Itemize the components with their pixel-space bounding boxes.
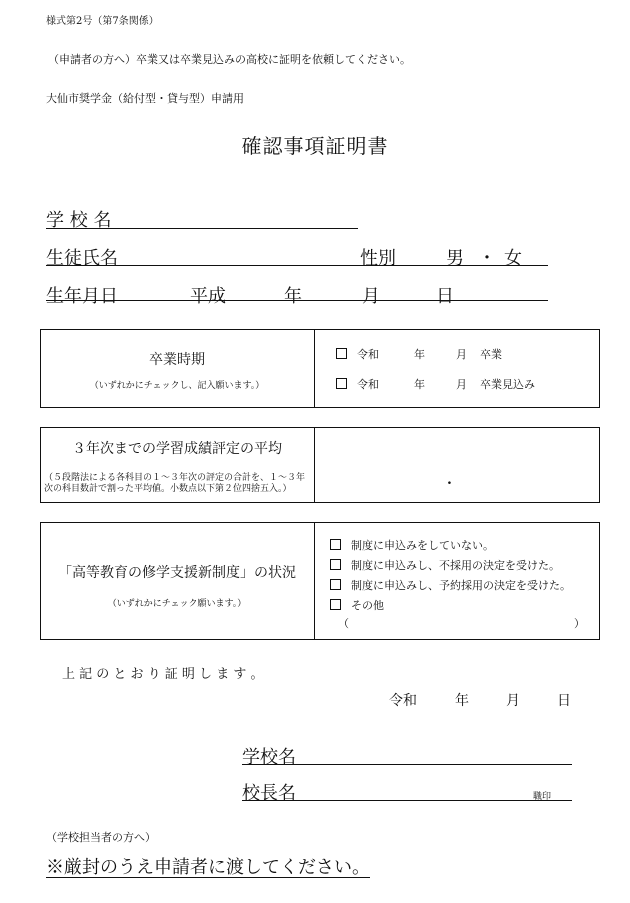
birthdate-label: 生年月日 [46,286,118,307]
option-era: 令和 [357,348,379,361]
option-text: 制度に申込みをしていない。 [351,539,494,552]
graduation-note: （いずれかにチェックし、記入願います。） [89,381,265,391]
other-paren-close: ） [574,617,585,630]
support-system-label: 「高等教育の修学支援新制度」の状況 [58,565,296,581]
option-2-year: 年 [414,378,425,391]
graduation-option-1[interactable] [336,346,379,362]
support-system-divider [314,522,315,640]
sealed-notice: ※厳封のうえ申請者に渡してください。 [46,857,370,878]
to-school-staff: （学校担当者の方へ） [46,831,156,844]
student-name-line[interactable] [46,265,548,266]
principal-line[interactable] [242,800,572,801]
support-option-1[interactable] [330,537,494,553]
checkbox-icon[interactable] [330,599,341,610]
option-text: その他 [351,599,384,612]
certification-statement: 上 記 の と お り 証 明 し ま す 。 [62,667,264,682]
grade-average-note [44,473,305,495]
grade-note-line-2: 次の科目数計で割った平均値。小数点以下第２位四捨五入。） [44,484,292,494]
option-1-status: 卒業 [480,348,502,361]
other-paren-open: （ [338,617,349,630]
application-for: 大仙市奨学金（給付型・貸与型）申請用 [46,92,244,105]
grade-average-value-field[interactable]: . [447,472,452,488]
cert-era: 令和 [389,693,417,709]
checkbox-icon[interactable] [336,378,347,389]
option-1-year: 年 [414,348,425,361]
school-name-label: 学 校 名 [46,210,112,231]
cert-day-unit: 日 [557,693,571,709]
cert-month-unit: 月 [506,693,520,709]
option-text: 制度に申込みし、予約採用の決定を受けた。 [351,579,571,592]
gender-label: 性別 [360,248,396,269]
school-name-line[interactable] [46,228,358,229]
official-seal: 職印 [533,792,552,802]
birth-day-unit: 日 [436,286,454,307]
birth-year-unit: 年 [284,286,302,307]
option-2-status: 卒業見込み [480,378,535,391]
gender-female[interactable]: 女 [504,248,522,269]
grade-average-label: ３年次までの学習成績評定の平均 [72,441,282,457]
birthdate-line[interactable] [46,300,548,301]
checkbox-icon[interactable] [330,579,341,590]
principal-label: 校長名 [242,783,296,804]
birth-era: 平成 [190,286,226,307]
checkbox-icon[interactable] [336,348,347,359]
gender-separator: ・ [478,248,496,269]
sign-school-line[interactable] [242,764,572,765]
graduation-divider [314,329,315,408]
form-number: 様式第2号（第7条関係） [46,16,159,27]
checkbox-icon[interactable] [330,539,341,550]
support-option-4[interactable] [330,597,384,613]
gender-male[interactable]: 男 [446,248,464,269]
support-option-2[interactable] [330,557,560,573]
page-title: 確認事項証明書 [241,134,389,158]
cert-year-unit: 年 [455,693,469,709]
option-1-month: 月 [456,348,467,361]
birth-month-unit: 月 [362,286,380,307]
grade-note-line-1: （５段階法による各科目の１～３年次の評定の合計を、１～３年 [44,473,306,483]
support-system-note: （いずれかにチェック願います。） [107,599,247,609]
graduation-option-2[interactable] [336,376,379,392]
checkbox-icon[interactable] [330,559,341,570]
grade-average-divider [314,427,315,503]
sign-school-label: 学校名 [242,747,296,768]
student-name-label: 生徒氏名 [46,248,118,269]
option-era: 令和 [357,378,379,391]
option-text: 制度に申込みし、不採用の決定を受けた。 [351,559,560,572]
option-2-month: 月 [456,378,467,391]
support-option-3[interactable] [330,577,571,593]
graduation-label: 卒業時期 [149,352,205,368]
instruction-text: （申請者の方へ）卒業又は卒業見込みの高校に証明を依頼してください。 [48,53,411,66]
